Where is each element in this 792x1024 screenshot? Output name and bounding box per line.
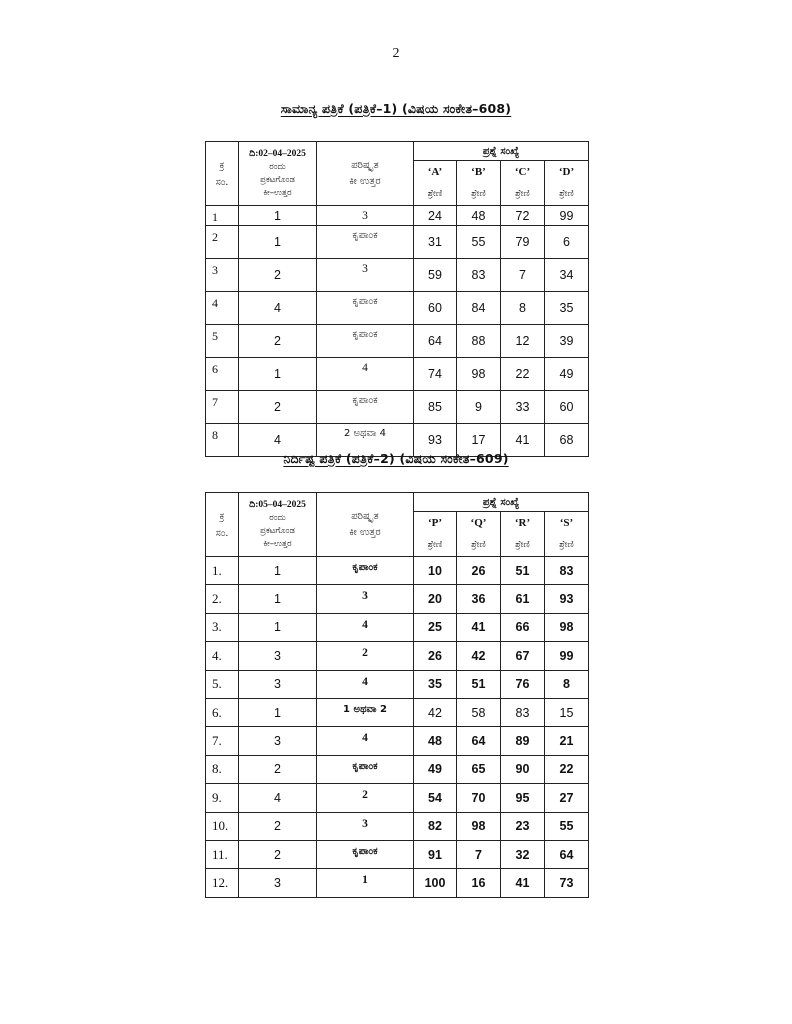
series-1-answer-cell: 24	[414, 206, 457, 226]
header-series-c	[501, 161, 545, 206]
revised-key-cell: 2 ಅಥವಾ 4	[317, 424, 414, 457]
revised-key-cell: ಕೃಪಾಂಕ	[317, 391, 414, 424]
series-3-answer-cell: 32	[501, 840, 545, 868]
series-4-answer-cell: 83	[545, 557, 589, 585]
series-letter: ‘P’	[427, 517, 443, 529]
series-2-answer-cell: 55	[457, 226, 501, 259]
sl-no-cell: 1.	[206, 557, 239, 585]
published-key-cell: 1	[239, 698, 317, 726]
revised-key-cell: 2	[317, 642, 414, 670]
sl-no-cell: 2	[206, 226, 239, 259]
sl-no-cell: 6	[206, 358, 239, 391]
header-revised-line1: ಪರಿಷ್ಕೃತ	[351, 510, 379, 522]
series-3-answer-cell: 83	[501, 698, 545, 726]
series-4-answer-cell: 60	[545, 391, 589, 424]
sl-no-cell: 8	[206, 424, 239, 457]
header-series-a	[414, 161, 457, 206]
published-key-cell: 2	[239, 755, 317, 783]
series-2-answer-cell: 7	[457, 840, 501, 868]
sl-no-cell: 11.	[206, 840, 239, 868]
series-4-answer-cell: 6	[545, 226, 589, 259]
paper2-title-text: ನಿರ್ದಿಷ್ಟ ಪತ್ರಿಕೆ (ಪತ್ರಿಕೆ–2) (ವಿಷಯ ಸಂಕೇತ–609)	[283, 451, 509, 466]
published-key-cell: 1	[239, 358, 317, 391]
series-1-answer-cell: 93	[414, 424, 457, 457]
header-series-p	[414, 512, 457, 557]
table-row	[206, 869, 589, 897]
revised-key-cell: ಕೃಪಾಂಕ	[317, 557, 414, 585]
series-1-answer-cell: 35	[414, 670, 457, 698]
table-row	[206, 325, 589, 358]
revised-key-cell: 3	[317, 259, 414, 292]
series-1-answer-cell: 48	[414, 727, 457, 755]
header-published-line4: ಕೀ–ಉತ್ತರ	[263, 187, 292, 198]
series-2-answer-cell: 48	[457, 206, 501, 226]
paper1-title-text: ಸಾಮಾನ್ಯ ಪತ್ರಿಕೆ (ಪತ್ರಿಕೆ–1) (ವಿಷಯ ಸಂಕೇತ–608)	[280, 101, 512, 116]
sl-no-cell: 7.	[206, 727, 239, 755]
published-key-cell: 2	[239, 325, 317, 358]
table-row	[206, 292, 589, 325]
sl-no-cell: 2.	[206, 585, 239, 613]
series-3-answer-cell: 72	[501, 206, 545, 226]
header-question-number: ಪ್ರಶ್ನೆ ಸಂಖ್ಯೆ	[414, 493, 589, 512]
series-2-answer-cell: 83	[457, 259, 501, 292]
published-key-cell: 3	[239, 869, 317, 897]
series-1-answer-cell: 85	[414, 391, 457, 424]
series-4-answer-cell: 8	[545, 670, 589, 698]
series-4-answer-cell: 49	[545, 358, 589, 391]
header-series-d	[545, 161, 589, 206]
header-sl-line1: ಕ್ರ	[219, 159, 225, 171]
series-4-answer-cell: 99	[545, 642, 589, 670]
series-word: ಶ್ರೇಣಿ	[515, 189, 530, 199]
series-1-answer-cell: 82	[414, 812, 457, 840]
sl-no-cell: 8.	[206, 755, 239, 783]
sl-no-cell: 3.	[206, 613, 239, 641]
series-word: ಶ್ರೇಣಿ	[515, 540, 530, 550]
published-key-cell: 2	[239, 812, 317, 840]
series-2-answer-cell: 16	[457, 869, 501, 897]
published-key-cell: 3	[239, 670, 317, 698]
series-word: ಶ್ರೇಣಿ	[559, 189, 574, 199]
series-3-answer-cell: 41	[501, 424, 545, 457]
sl-no-cell: 1	[206, 206, 239, 226]
series-3-answer-cell: 90	[501, 755, 545, 783]
series-1-answer-cell: 91	[414, 840, 457, 868]
table-row	[206, 755, 589, 783]
series-1-answer-cell: 74	[414, 358, 457, 391]
header-published-line3: ಪ್ರಕಟಗೊಂಡ	[260, 525, 295, 536]
sl-no-cell: 7	[206, 391, 239, 424]
series-letter: ‘R’	[514, 517, 531, 529]
series-2-answer-cell: 98	[457, 358, 501, 391]
series-2-answer-cell: 65	[457, 755, 501, 783]
series-2-answer-cell: 84	[457, 292, 501, 325]
series-1-answer-cell: 31	[414, 226, 457, 259]
series-letter: ‘C’	[514, 166, 531, 178]
series-3-answer-cell: 66	[501, 613, 545, 641]
table-row	[206, 784, 589, 812]
published-key-cell: 1	[239, 557, 317, 585]
table-row	[206, 557, 589, 585]
series-word: ಶ್ರೇಣಿ	[471, 540, 486, 550]
series-1-answer-cell: 60	[414, 292, 457, 325]
series-1-answer-cell: 59	[414, 259, 457, 292]
series-1-answer-cell: 42	[414, 698, 457, 726]
series-word: ಶ್ರೇಣಿ	[427, 540, 443, 550]
published-key-cell: 4	[239, 292, 317, 325]
series-2-answer-cell: 26	[457, 557, 501, 585]
header-published-date: ದಿ:02–04–2025	[249, 148, 306, 159]
series-4-answer-cell: 15	[545, 698, 589, 726]
series-letter: ‘D’	[558, 166, 575, 178]
sl-no-cell: 3	[206, 259, 239, 292]
series-2-answer-cell: 41	[457, 613, 501, 641]
revised-key-cell: 4	[317, 613, 414, 641]
published-key-cell: 4	[239, 784, 317, 812]
series-2-answer-cell: 9	[457, 391, 501, 424]
revised-key-cell: 2	[317, 784, 414, 812]
series-2-answer-cell: 17	[457, 424, 501, 457]
revised-key-cell: 4	[317, 670, 414, 698]
sl-no-cell: 10.	[206, 812, 239, 840]
sl-no-cell: 4	[206, 292, 239, 325]
revised-key-cell: 1 ಅಥವಾ 2	[317, 698, 414, 726]
sl-no-cell: 5	[206, 325, 239, 358]
series-3-answer-cell: 89	[501, 727, 545, 755]
published-key-cell: 4	[239, 424, 317, 457]
series-1-answer-cell: 25	[414, 613, 457, 641]
revised-key-cell: ಕೃಪಾಂಕ	[317, 226, 414, 259]
revised-key-cell: ಕೃಪಾಂಕ	[317, 840, 414, 868]
header-revised-line2: ಕೀ ಉತ್ತರ	[349, 526, 381, 538]
series-4-answer-cell: 21	[545, 727, 589, 755]
series-2-answer-cell: 51	[457, 670, 501, 698]
revised-key-cell: 1	[317, 869, 414, 897]
series-3-answer-cell: 33	[501, 391, 545, 424]
header-question-number: ಪ್ರಶ್ನೆ ಸಂಖ್ಯೆ	[414, 142, 589, 161]
published-key-cell: 3	[239, 642, 317, 670]
sl-no-cell: 9.	[206, 784, 239, 812]
series-3-answer-cell: 8	[501, 292, 545, 325]
paper1-title	[0, 101, 792, 117]
series-3-answer-cell: 23	[501, 812, 545, 840]
revised-key-cell: ಕೃಪಾಂಕ	[317, 292, 414, 325]
header-revised-key	[317, 142, 414, 206]
table-row	[206, 358, 589, 391]
header-revised-line1: ಪರಿಷ್ಕೃತ	[351, 159, 379, 171]
series-2-answer-cell: 42	[457, 642, 501, 670]
series-word: ಶ್ರೇಣಿ	[471, 189, 486, 199]
series-3-answer-cell: 22	[501, 358, 545, 391]
header-published-date: ದಿ:05–04–2025	[249, 499, 306, 510]
header-published-line2: ರಂದು	[269, 161, 286, 172]
published-key-cell: 1	[239, 226, 317, 259]
series-4-answer-cell: 93	[545, 585, 589, 613]
table-row	[206, 727, 589, 755]
series-1-answer-cell: 54	[414, 784, 457, 812]
table-row	[206, 226, 589, 259]
header-sl-line1: ಕ್ರ	[219, 510, 225, 522]
table-row	[206, 206, 589, 226]
series-3-answer-cell: 79	[501, 226, 545, 259]
table-row	[206, 259, 589, 292]
series-word: ಶ್ರೇಣಿ	[559, 540, 574, 550]
series-2-answer-cell: 58	[457, 698, 501, 726]
series-4-answer-cell: 98	[545, 613, 589, 641]
series-3-answer-cell: 95	[501, 784, 545, 812]
revised-key-cell: ಕೃಪಾಂಕ	[317, 325, 414, 358]
header-series-r	[501, 512, 545, 557]
series-4-answer-cell: 22	[545, 755, 589, 783]
series-3-answer-cell: 61	[501, 585, 545, 613]
header-series-b	[457, 161, 501, 206]
page-number: 2	[392, 46, 400, 61]
revised-key-cell: 4	[317, 358, 414, 391]
series-3-answer-cell: 51	[501, 557, 545, 585]
series-3-answer-cell: 41	[501, 869, 545, 897]
series-1-answer-cell: 20	[414, 585, 457, 613]
published-key-cell: 1	[239, 613, 317, 641]
series-3-answer-cell: 76	[501, 670, 545, 698]
series-4-answer-cell: 73	[545, 869, 589, 897]
header-series-s	[545, 512, 589, 557]
series-letter: ‘A’	[427, 166, 443, 178]
revised-key-cell: 3	[317, 812, 414, 840]
header-published-key	[239, 493, 317, 557]
table-row	[206, 840, 589, 868]
series-4-answer-cell: 55	[545, 812, 589, 840]
paper1-answer-key-table	[205, 141, 589, 457]
header-published-line4: ಕೀ–ಉತ್ತರ	[263, 538, 292, 549]
series-word: ಶ್ರೇಣಿ	[427, 189, 443, 199]
table-row	[206, 670, 589, 698]
header-published-line3: ಪ್ರಕಟಗೊಂಡ	[260, 174, 295, 185]
published-key-cell: 2	[239, 259, 317, 292]
series-2-answer-cell: 98	[457, 812, 501, 840]
series-2-answer-cell: 88	[457, 325, 501, 358]
series-1-answer-cell: 49	[414, 755, 457, 783]
table-row	[206, 391, 589, 424]
header-sl-no	[206, 142, 239, 206]
series-letter: ‘Q’	[470, 517, 487, 529]
revised-key-cell: ಕೃಪಾಂಕ	[317, 755, 414, 783]
table-row	[206, 642, 589, 670]
sl-no-cell: 5.	[206, 670, 239, 698]
published-key-cell: 3	[239, 727, 317, 755]
header-revised-line2: ಕೀ ಉತ್ತರ	[349, 175, 381, 187]
series-2-answer-cell: 70	[457, 784, 501, 812]
series-1-answer-cell: 26	[414, 642, 457, 670]
series-3-answer-cell: 67	[501, 642, 545, 670]
table-row	[206, 585, 589, 613]
series-letter: ‘S’	[559, 517, 574, 529]
table-row	[206, 698, 589, 726]
header-sl-line2: ಸಂ.	[215, 527, 229, 539]
header-sl-line2: ಸಂ.	[215, 176, 229, 188]
table-row	[206, 613, 589, 641]
series-letter: ‘B’	[471, 166, 486, 178]
paper2-table-body	[206, 557, 589, 898]
series-1-answer-cell: 100	[414, 869, 457, 897]
sl-no-cell: 4.	[206, 642, 239, 670]
series-3-answer-cell: 7	[501, 259, 545, 292]
series-2-answer-cell: 64	[457, 727, 501, 755]
revised-key-cell: 4	[317, 727, 414, 755]
published-key-cell: 1	[239, 206, 317, 226]
series-2-answer-cell: 36	[457, 585, 501, 613]
series-4-answer-cell: 27	[545, 784, 589, 812]
header-series-q	[457, 512, 501, 557]
paper1-table-body	[206, 206, 589, 457]
series-3-answer-cell: 12	[501, 325, 545, 358]
series-4-answer-cell: 39	[545, 325, 589, 358]
revised-key-cell: 3	[317, 206, 414, 226]
header-sl-no	[206, 493, 239, 557]
published-key-cell: 1	[239, 585, 317, 613]
published-key-cell: 2	[239, 840, 317, 868]
series-1-answer-cell: 10	[414, 557, 457, 585]
sl-no-cell: 6.	[206, 698, 239, 726]
series-4-answer-cell: 34	[545, 259, 589, 292]
table-row	[206, 812, 589, 840]
header-revised-key	[317, 493, 414, 557]
header-published-line2: ರಂದು	[269, 512, 286, 523]
series-4-answer-cell: 68	[545, 424, 589, 457]
paper2-answer-key-table	[205, 492, 589, 898]
series-1-answer-cell: 64	[414, 325, 457, 358]
series-4-answer-cell: 35	[545, 292, 589, 325]
revised-key-cell: 3	[317, 585, 414, 613]
header-published-key	[239, 142, 317, 206]
published-key-cell: 2	[239, 391, 317, 424]
series-4-answer-cell: 64	[545, 840, 589, 868]
paper2-title	[0, 451, 792, 467]
sl-no-cell: 12.	[206, 869, 239, 897]
series-4-answer-cell: 99	[545, 206, 589, 226]
